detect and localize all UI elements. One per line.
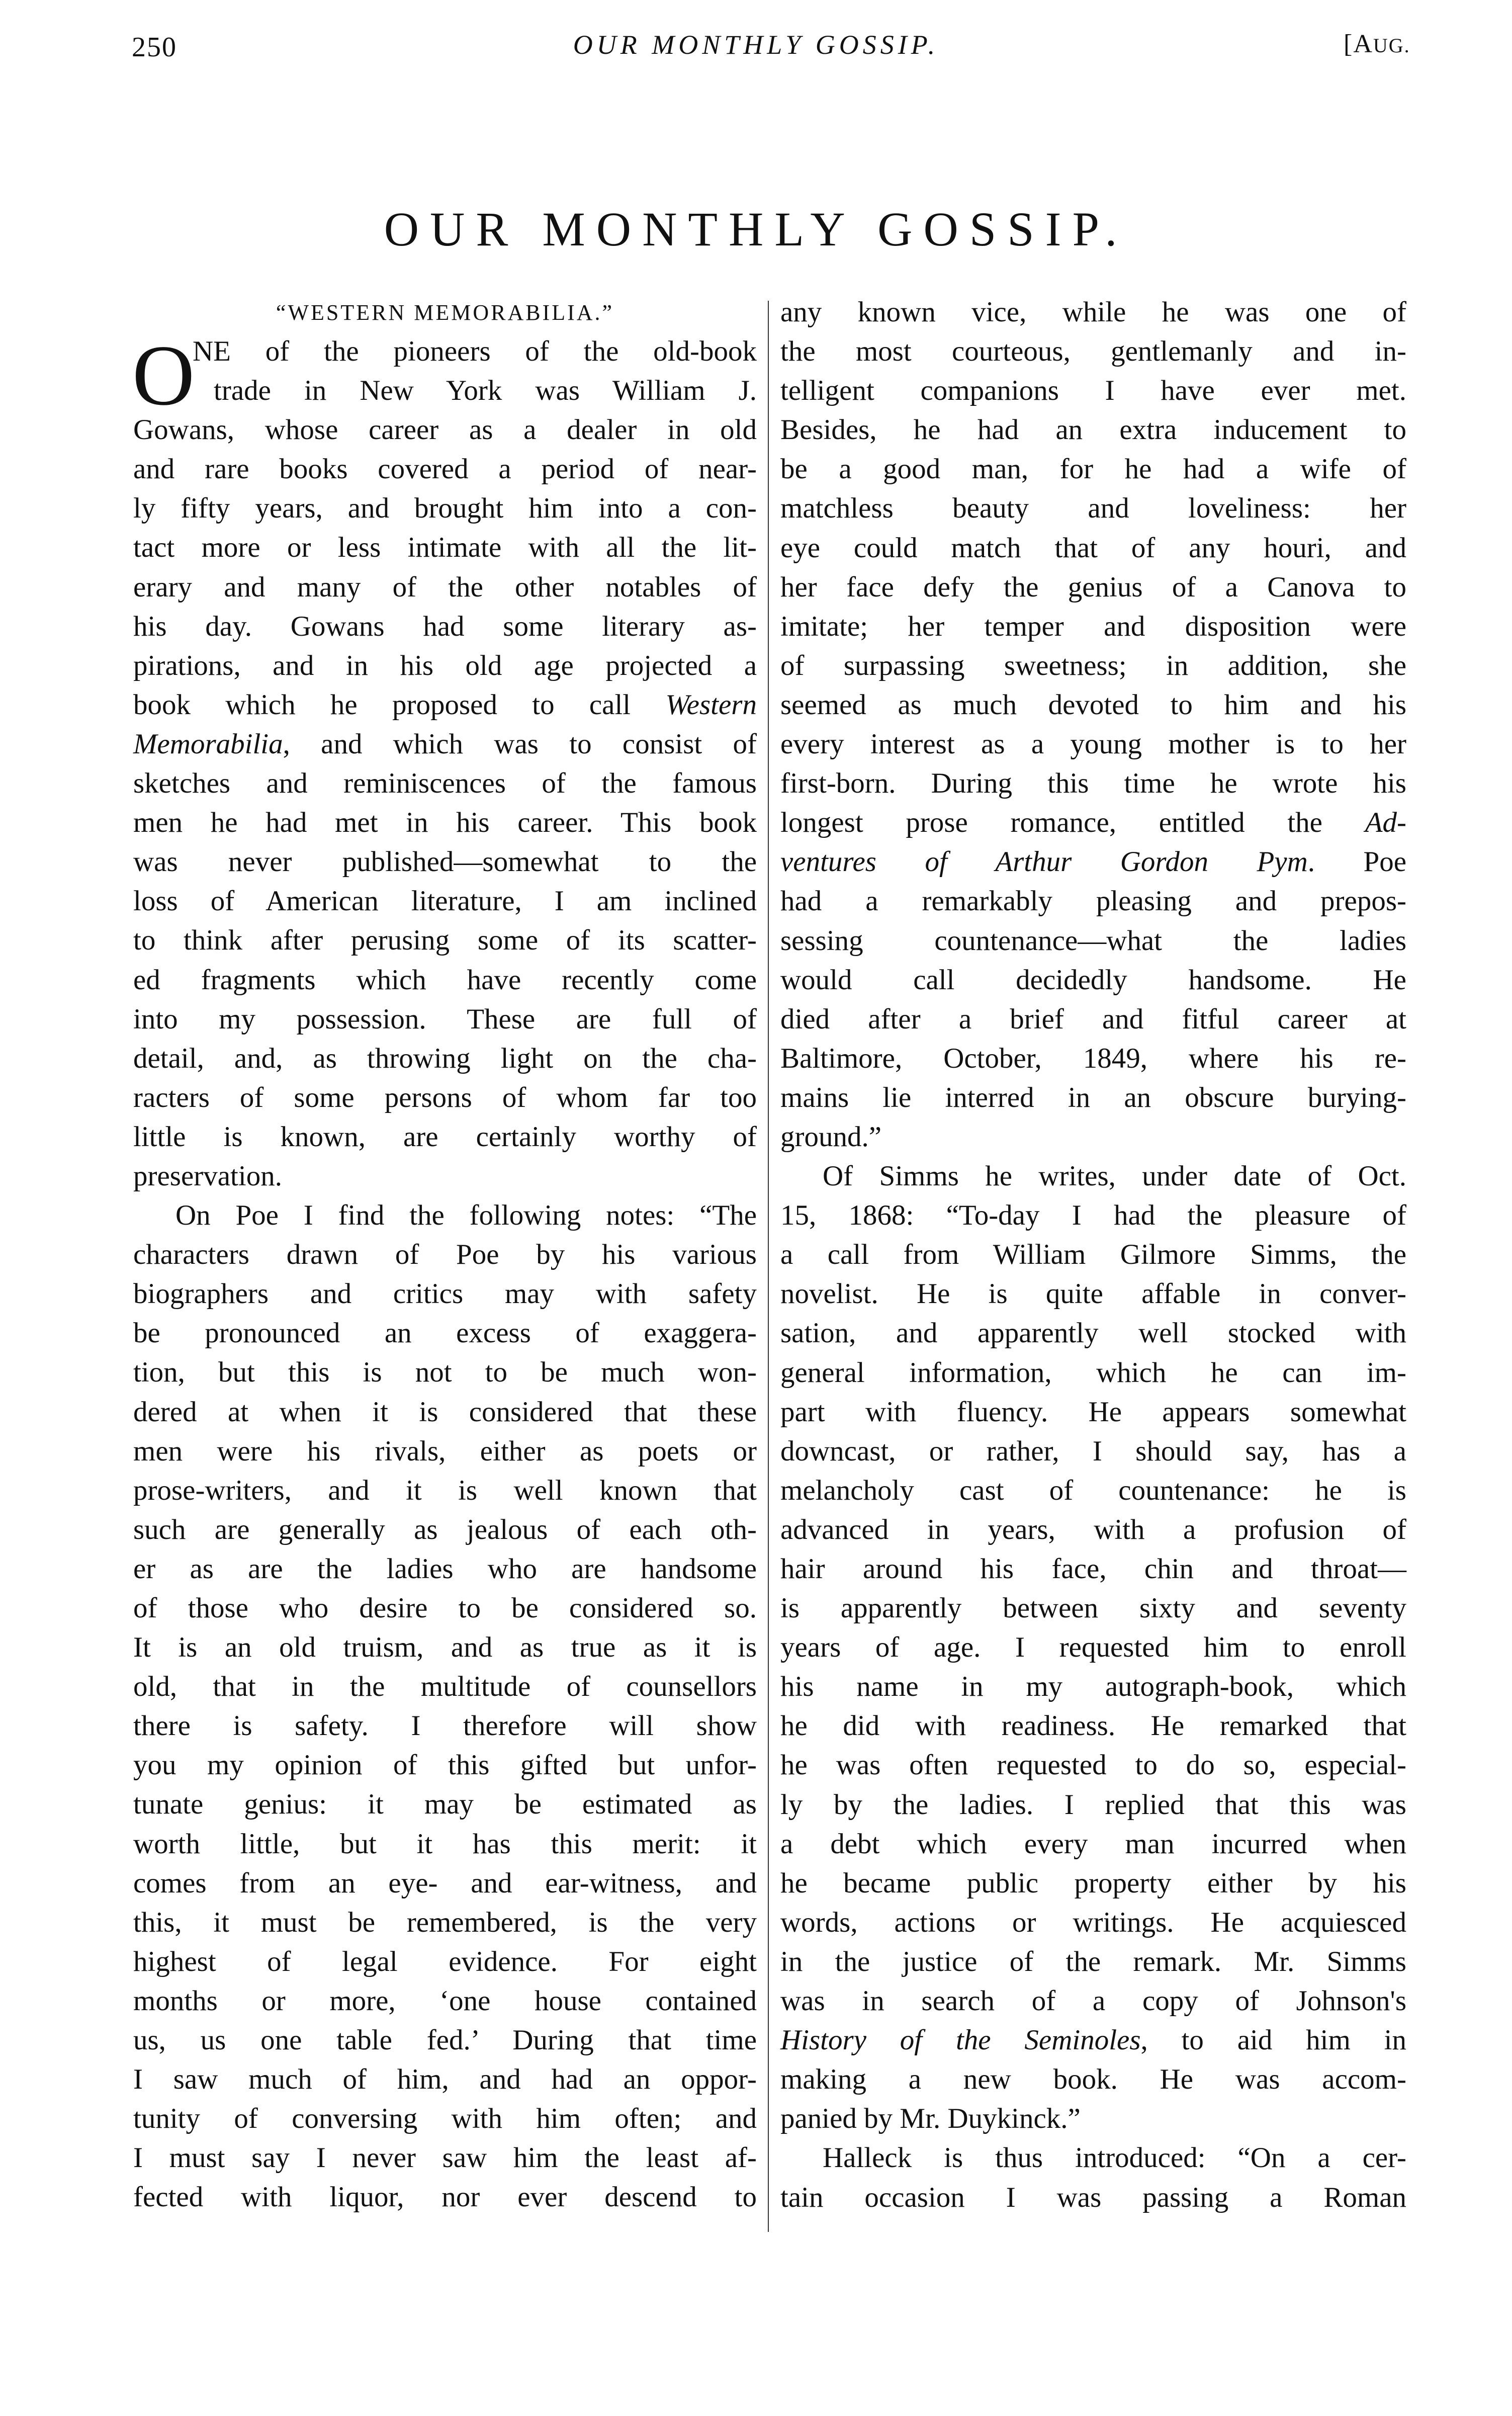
running-month xyxy=(1344,29,1410,59)
text-span: . Poe xyxy=(1307,846,1406,878)
italic-title: Memorabilia xyxy=(133,728,283,760)
text-line xyxy=(133,1274,757,1314)
text-span: Besides, he had an extra inducement to xyxy=(780,414,1406,446)
text-span: be a good man, for he had a wife of xyxy=(780,453,1406,485)
text-span: his name in my autograph-book, which xyxy=(780,1671,1406,1703)
text-span: he became public property either by his xyxy=(780,1867,1406,1899)
text-line xyxy=(780,1667,1406,1706)
text-span: little is known, are certainly worthy of xyxy=(133,1120,757,1153)
text-line xyxy=(133,882,757,921)
text-line xyxy=(133,1589,757,1628)
month-rest: UG. xyxy=(1373,34,1410,57)
text-span: eye could match that of any houri, and xyxy=(780,532,1406,564)
text-span: general information, which he can im- xyxy=(780,1356,1406,1389)
text-span: there is safety. I therefore will show xyxy=(133,1710,757,1742)
text-line xyxy=(133,764,757,803)
right-column xyxy=(780,293,1406,2217)
text-span: months or more, ‘one house contained xyxy=(133,1984,757,2017)
text-line xyxy=(133,1432,757,1471)
text-line xyxy=(133,489,757,528)
text-line xyxy=(780,1746,1406,1785)
text-line xyxy=(133,1706,757,1746)
text-line xyxy=(780,1589,1406,1628)
text-line xyxy=(133,1628,757,1667)
text-span: Halleck is thus introduced: “On a cer- xyxy=(823,2142,1406,2174)
text-line xyxy=(133,1746,757,1785)
text-line xyxy=(133,803,757,842)
text-line xyxy=(780,1235,1406,1274)
text-line xyxy=(780,1981,1406,2021)
text-line xyxy=(780,842,1406,882)
text-span: tain occasion I was passing a Roman xyxy=(780,2181,1406,2213)
text-span: is apparently between sixty and seventy xyxy=(780,1592,1406,1624)
right-column-text xyxy=(780,293,1406,2217)
text-line xyxy=(133,1942,757,1981)
text-span: first-born. During this time he wrote his xyxy=(780,767,1406,800)
text-span: I must say I never saw him the least af- xyxy=(133,2142,757,2174)
text-line xyxy=(133,1549,757,1589)
text-span: tion, but this is not to be much won- xyxy=(133,1356,757,1389)
text-span: hair around his face, chin and throat— xyxy=(780,1553,1406,1585)
text-span: he was often requested to do so, especial- xyxy=(780,1749,1406,1781)
text-line xyxy=(133,1196,757,1235)
text-span: er as are the ladies who are handsome xyxy=(133,1552,757,1585)
text-span: ly fifty years, and brought him into a con- xyxy=(133,492,757,525)
text-line xyxy=(780,293,1406,332)
text-line xyxy=(780,450,1406,489)
text-line xyxy=(780,1471,1406,1510)
text-span: into my possession. These are full of xyxy=(133,1003,757,1035)
text-span: , and which was to consist of xyxy=(283,728,757,760)
text-span: melancholy cast of countenance: he is xyxy=(780,1474,1406,1506)
text-line xyxy=(133,1981,757,2021)
text-span: and rare books covered a period of near- xyxy=(133,453,757,485)
text-line xyxy=(133,450,757,489)
text-span: trade in New York was William J. xyxy=(214,375,757,407)
text-span: prose-writers, and it is well known that xyxy=(133,1474,757,1506)
text-span: a debt which every man incurred when xyxy=(780,1828,1406,1860)
text-line xyxy=(133,842,757,882)
text-line xyxy=(780,332,1406,371)
text-span: fected with liquor, nor ever descend to xyxy=(133,2181,757,2213)
text-span: comes from an eye- and ear-witness, and xyxy=(133,1867,757,1899)
text-line xyxy=(780,410,1406,450)
text-line xyxy=(780,1393,1406,1432)
text-line xyxy=(780,921,1406,961)
article-title: OUR MONTHLY GOSSIP. xyxy=(384,202,1128,256)
text-span: tact more or less intimate with all the lit- xyxy=(133,532,757,564)
text-span: worth little, but it has this merit: it xyxy=(133,1828,757,1860)
text-span: men he had met in his career. This book xyxy=(133,807,757,839)
text-line xyxy=(133,2060,757,2099)
text-span: this, it must be remembered, is the very xyxy=(133,1906,757,1938)
italic-title: ventures of Arthur Gordon Pym xyxy=(780,846,1308,878)
text-line xyxy=(780,1549,1406,1589)
text-line xyxy=(133,1393,757,1432)
text-line xyxy=(780,764,1406,803)
text-line xyxy=(133,1667,757,1706)
text-line xyxy=(133,1825,757,1864)
text-line xyxy=(133,1235,757,1274)
text-line xyxy=(133,371,757,410)
text-span: years of age. I requested him to enroll xyxy=(780,1631,1406,1664)
text-line xyxy=(133,961,757,1000)
text-span: Of Simms he writes, under date of Oct. xyxy=(823,1160,1406,1192)
text-line xyxy=(780,2099,1406,2138)
text-line xyxy=(133,1510,757,1549)
text-line xyxy=(133,1078,757,1117)
text-line xyxy=(780,882,1406,921)
text-line xyxy=(780,1864,1406,1903)
text-span: he did with readiness. He remarked that xyxy=(780,1710,1406,1742)
text-line xyxy=(133,1157,757,1196)
text-line xyxy=(780,1825,1406,1864)
text-line xyxy=(780,2138,1406,2178)
text-line xyxy=(780,1432,1406,1471)
text-span: detail, and, as throwing light on the cha- xyxy=(133,1042,757,1074)
text-line xyxy=(780,1000,1406,1039)
page-number: 250 xyxy=(132,32,177,63)
text-line xyxy=(780,371,1406,410)
text-line xyxy=(133,1864,757,1903)
text-line xyxy=(133,921,757,960)
text-span: any known vice, while he was one of xyxy=(780,296,1406,328)
column-divider xyxy=(768,301,769,2232)
text-span: highest of legal evidence. For eight xyxy=(133,1945,757,1977)
left-column xyxy=(133,293,757,2217)
text-line xyxy=(780,1628,1406,1667)
text-line xyxy=(133,1471,757,1510)
text-span: to think after perusing some of its scatter- xyxy=(133,924,757,957)
text-span: ly by the ladies. I replied that this was xyxy=(780,1788,1406,1821)
text-span: ed fragments which have recently come xyxy=(133,964,757,996)
text-line xyxy=(780,961,1406,1000)
text-span: 15, 1868: “To-day I had the pleasure of xyxy=(780,1199,1406,1232)
text-line xyxy=(780,2060,1406,2099)
text-line xyxy=(133,2021,757,2060)
text-line xyxy=(780,2178,1406,2217)
text-span: On Poe I find the following notes: “The xyxy=(175,1199,757,1232)
month-bracket: [ xyxy=(1344,30,1354,58)
text-span: us, us one table fed.’ During that time xyxy=(133,2024,757,2056)
text-span: was in search of a copy of Johnson's xyxy=(780,1985,1406,2017)
text-span: It is an old truism, and as true as it is xyxy=(133,1631,757,1664)
text-line xyxy=(780,725,1406,764)
text-span: in the justice of the remark. Mr. Simms xyxy=(780,1945,1406,1977)
text-line xyxy=(133,646,757,685)
text-line xyxy=(780,1314,1406,1353)
text-line xyxy=(133,2099,757,2138)
section-heading: “WESTERN MEMORABILIA.” xyxy=(276,300,614,325)
text-line xyxy=(133,1117,757,1157)
text-line xyxy=(780,529,1406,568)
text-line xyxy=(780,489,1406,528)
text-span: Gowans, whose career as a dealer in old xyxy=(133,414,757,446)
text-span: was never published—somewhat to the xyxy=(133,846,757,878)
text-line xyxy=(133,725,757,764)
text-span: matchless beauty and loveliness: her xyxy=(780,492,1406,525)
text-span: loss of American literature, I am inclined xyxy=(133,885,757,917)
text-line xyxy=(133,1785,757,1824)
text-span: erary and many of the other notables of xyxy=(133,571,757,603)
text-line xyxy=(780,1274,1406,1314)
text-span: of those who desire to be considered so. xyxy=(133,1592,757,1624)
text-span: old, that in the multitude of counsellors xyxy=(133,1671,757,1703)
text-span: you my opinion of this gifted but unfor- xyxy=(133,1749,757,1781)
text-span: longest prose romance, entitled the xyxy=(780,807,1365,839)
text-line xyxy=(780,1117,1406,1157)
text-span: downcast, or rather, I should say, has a xyxy=(780,1435,1406,1467)
text-line xyxy=(133,410,757,450)
text-line xyxy=(780,568,1406,607)
text-line xyxy=(780,1942,1406,1981)
text-line xyxy=(133,1000,757,1039)
text-line xyxy=(133,685,757,725)
text-line xyxy=(133,1039,757,1078)
text-line xyxy=(133,607,757,646)
text-span: seemed as much devoted to him and his xyxy=(780,688,1406,721)
text-span: died after a brief and fitful career at xyxy=(780,1003,1406,1035)
text-span: panied by Mr. Duykinck.” xyxy=(780,2103,1081,2135)
text-line xyxy=(780,1078,1406,1117)
italic-title: Ad- xyxy=(1365,807,1406,839)
text-span: of surpassing sweetness; in addition, she xyxy=(780,649,1406,681)
text-line xyxy=(780,1039,1406,1078)
text-line xyxy=(780,1785,1406,1825)
text-line xyxy=(133,1314,757,1353)
text-line xyxy=(133,2138,757,2178)
text-span: dered at when it is considered that these xyxy=(133,1396,757,1428)
text-line xyxy=(780,1706,1406,1746)
text-span: sessing countenance—what the ladies xyxy=(780,924,1406,957)
text-line xyxy=(780,685,1406,725)
text-span: such are generally as jealous of each oth- xyxy=(133,1513,757,1545)
text-span: novelist. He is quite affable in conver- xyxy=(780,1278,1406,1310)
text-span: tunity of conversing with him often; and xyxy=(133,2103,757,2135)
text-span: imitate; her temper and disposition were xyxy=(780,610,1406,642)
text-line xyxy=(780,646,1406,685)
text-span: NE of the pioneers of the old-book xyxy=(193,335,757,367)
text-span: the most courteous, gentlemanly and in- xyxy=(780,335,1406,368)
text-line xyxy=(133,528,757,567)
text-span: had a remarkably pleasing and prepos- xyxy=(780,885,1406,917)
running-head xyxy=(0,26,1512,66)
text-span: her face defy the genius of a Canova to xyxy=(780,571,1406,603)
text-span: every interest as a young mother is to her xyxy=(780,728,1406,760)
text-span: tunate genius: it may be estimated as xyxy=(133,1788,757,1821)
text-span: would call decidedly handsome. He xyxy=(780,964,1406,996)
month-initial: A xyxy=(1353,30,1373,58)
text-span: telligent companions I have ever met. xyxy=(780,375,1406,407)
text-span: I saw much of him, and had an oppor- xyxy=(133,2063,757,2096)
italic-title: History of the Seminoles xyxy=(780,2024,1141,2056)
text-line xyxy=(133,568,757,607)
text-line xyxy=(780,1510,1406,1549)
text-span: biographers and critics may with safety xyxy=(133,1278,757,1310)
text-span: pirations, and in his old age projected a xyxy=(133,649,757,681)
text-span: book which he proposed to call xyxy=(133,688,666,721)
text-span: sation, and apparently well stocked with xyxy=(780,1317,1406,1349)
text-line xyxy=(780,2021,1406,2060)
text-span: men were his rivals, either as poets or xyxy=(133,1435,757,1467)
text-line xyxy=(133,2178,757,2217)
text-line xyxy=(780,1353,1406,1393)
text-span: making a new book. He was accom- xyxy=(780,2063,1406,2096)
text-line xyxy=(780,1157,1406,1196)
text-span: , to aid him in xyxy=(1140,2024,1407,2056)
drop-cap: O xyxy=(132,328,195,423)
text-line xyxy=(780,1903,1406,1942)
text-span: characters drawn of Poe by his various xyxy=(133,1239,757,1271)
text-span: part with fluency. He appears somewhat xyxy=(780,1396,1406,1428)
text-line xyxy=(780,1196,1406,1235)
text-line xyxy=(780,803,1406,842)
text-span: sketches and reminiscences of the famous xyxy=(133,767,757,800)
text-span: ground.” xyxy=(780,1120,882,1153)
text-line xyxy=(133,1353,757,1392)
text-span: be pronounced an excess of exaggera- xyxy=(133,1317,757,1349)
text-span: a call from William Gilmore Simms, the xyxy=(780,1239,1406,1271)
italic-title: Western xyxy=(665,688,757,721)
text-span: racters of some persons of whom far too xyxy=(133,1081,757,1113)
text-line xyxy=(133,1903,757,1942)
text-span: his day. Gowans had some literary as- xyxy=(133,610,757,642)
text-span: Baltimore, October, 1849, where his re- xyxy=(780,1042,1406,1074)
text-span: words, actions or writings. He acquiesced xyxy=(780,1906,1406,1938)
text-line xyxy=(780,607,1406,646)
running-title: OUR MONTHLY GOSSIP. xyxy=(573,30,939,60)
text-span: advanced in years, with a profusion of xyxy=(780,1513,1406,1545)
text-span: preservation. xyxy=(133,1160,282,1192)
left-column-text xyxy=(132,328,757,2217)
text-span: mains lie interred in an obscure burying- xyxy=(780,1081,1406,1113)
